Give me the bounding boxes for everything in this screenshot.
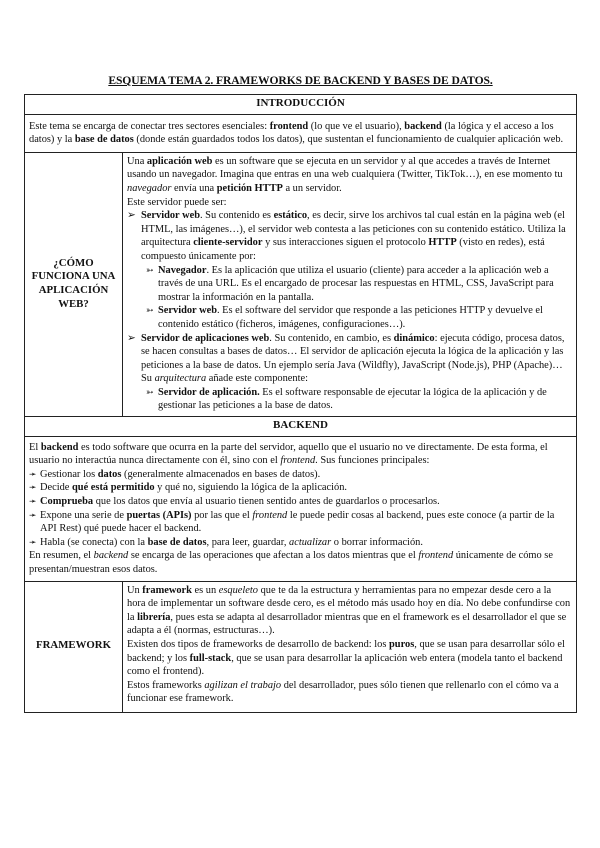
dart-bullet-icon: ➳ (146, 305, 154, 316)
backend-body (25, 436, 577, 581)
arrow-bullet-icon: ➛ (29, 509, 37, 520)
list-item: ➢ Servidor de aplicaciones web. Su contenido, en cambio, es dinámico: ejecuta código, procesa datos, se hacen consultas a bases de datos… El servidor de aplicación ejecuta la lógica de la aplicación y las peticiones a la base de datos. Un ejemplo sería Java (Wildfly), JavaScript (Node.js), PHP (Apache)… Su arquitectura añade este componente: (127, 332, 565, 385)
list-item: ➛ Comprueba que los datos que envía al usuario tienen sentido antes de guardarlos o procesarlos. (29, 496, 440, 508)
backend-body-row (25, 436, 577, 581)
list-item: ➛ Decide qué está permitido y qué no, siguiendo la lógica de la aplicación. (29, 482, 348, 494)
framework-row (25, 581, 577, 712)
list-item: ➳ Navegador. Es la aplicación que utiliza el usuario (cliente) para acceder a la aplicación web a través de una URL. Es el encargado de procesar las respuestas en HTML, CSS, JavaScript para mostrar la información en la pantalla. (146, 264, 554, 303)
list-item: ➛ Habla (se conecta) con la base de datos, para leer, guardar, actualizar o borrar información. (29, 536, 423, 548)
arrow-bullet-icon: ➢ (127, 210, 136, 222)
arrow-bullet-icon: ➛ (29, 536, 37, 547)
page-title: ESQUEMA TEMA 2. FRAMEWORKS DE BACKEND Y BASES DE DATOS. (108, 74, 493, 87)
framework-paragraph-3: Estos frameworks agilizan el trabajo del desarrollador, pues sólo tienen que rellenarlo con el cómo va a funcionar ese framework. (127, 679, 559, 705)
server-intro: Este servidor puede ser: (127, 196, 227, 208)
app-web-paragraph: Una aplicación web es un software que se ejecuta en un servidor y al que accedes a través de Internet usando un navegador. Imagina que entras en una web cualquiera (Twitter, TikTok…), en ese momento tu navegador envía una petición HTTP a un servidor. (127, 155, 563, 194)
backend-heading-row (25, 417, 577, 437)
list-item: ➳ Servidor web. Es el software del servidor que responde a las peticiones HTTP y devuelve el contenido estático (ficheros, imágenes, configuraciones…). (146, 305, 543, 330)
arrow-bullet-icon: ➢ (127, 332, 136, 344)
como-label: ¿CÓMO FUNCIONA UNA APLICACIÓN WEB? (25, 152, 123, 416)
arrow-bullet-icon: ➛ (29, 468, 37, 479)
framework-paragraph-1: Un framework es un esqueleto que te da la estructura y herramientas para no empezar desde cero a la hora de implementar un software desde cero, es el método más usado hoy en día. No debe confundirse con la librería, pues esta se adapta al desarrollador mientras que en el framework es el desarrollador el que se adapta a él (normas, estructuras…). (127, 584, 571, 637)
schema-table (24, 94, 577, 713)
arrow-bullet-icon: ➛ (29, 482, 37, 493)
arrow-bullet-icon: ➛ (29, 496, 37, 507)
dart-bullet-icon: ➳ (146, 264, 154, 275)
dart-bullet-icon: ➳ (146, 386, 154, 397)
list-item: ➢ Servidor web. Su contenido es estático, es decir, sirve los archivos tal cual están en la página web (el HTML, las imágenes…), el servidor web contesta a las peticiones con su contenido estático. Utiliza la arquitectura cliente-servidor y sus interacciones siguen el protocolo HTTP (visto en redes), está compuesto únicamente por: (127, 210, 566, 262)
framework-label: FRAMEWORK (25, 581, 123, 712)
framework-body (123, 581, 577, 712)
intro-heading: INTRODUCCIÓN (25, 95, 577, 115)
backend-paragraph: El backend es todo software que ocurra en la parte del servidor, aquello que el usuario no ve directamente. De esta forma, el usuario no interactúa nunca directamente con él, sino con el frontend. Sus funciones principales: (29, 441, 548, 467)
como-body (123, 152, 577, 416)
intro-paragraph: Este tema se encarga de conectar tres sectores esenciales: frontend (lo que ve el usuario), backend (la lógica y el acceso a los datos) y la base de datos (donde están guardados todos los datos), que sustentan el funcionamiento de cualquier aplicación web. (29, 120, 564, 146)
summary-paragraph: En resumen, el backend se encarga de las operaciones que afectan a los datos mientras que el frontend únicamente de cómo se presentan/muestran esos datos. (29, 550, 553, 575)
como-row (25, 152, 577, 416)
list-item: ➛ Expone una serie de puertas (APIs) por las que el frontend le puede pedir cosas al backend, pues este conoce (a partir de la API Rest) qué puede hacer el backend. (29, 509, 555, 535)
list-item: ➳ Servidor de aplicación. Es el software responsable de ejecutar la lógica de la aplicación y de gestionar las peticiones a la base de datos. (146, 386, 547, 412)
list-item: ➛ Gestionar los datos (generalmente almacenados en bases de datos). (29, 468, 321, 480)
framework-paragraph-2: Existen dos tipos de frameworks de desarrollo de backend: los puros, que se usan para desarrollar sólo el backend; y los full-stack, que se usan para desarrollar la aplicación web entera (modela tanto el backend como el frontend). (127, 638, 565, 678)
intro-body (25, 114, 577, 152)
backend-heading: BACKEND (25, 417, 577, 437)
intro-body-row (25, 114, 577, 152)
intro-heading-row (25, 95, 577, 115)
